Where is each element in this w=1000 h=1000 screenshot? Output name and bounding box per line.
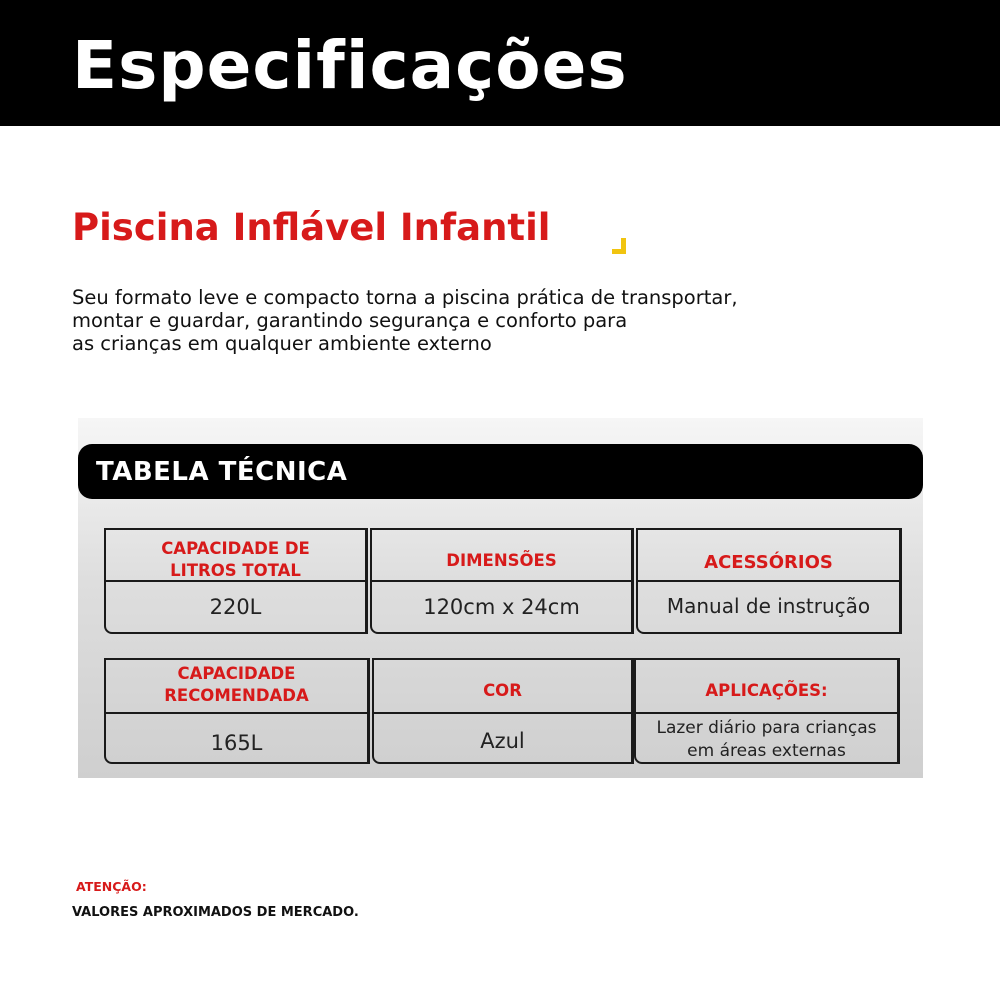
spec-label	[372, 550, 631, 572]
spec-label-line: COR	[483, 681, 522, 700]
spec-label-line: DIMENSÕES	[446, 551, 557, 570]
spec-table-title: TABELA TÉCNICA	[96, 457, 348, 487]
cell-divider	[106, 580, 365, 582]
spec-cell-total-capacity	[104, 528, 368, 634]
cell-divider	[374, 712, 631, 714]
product-title: Piscina Inflável Infantil	[72, 206, 551, 249]
cell-divider	[106, 712, 367, 714]
cell-divider	[638, 580, 899, 582]
spec-label-line: APLICAÇÕES:	[705, 681, 828, 700]
cell-divider	[636, 712, 897, 714]
spec-label-line: LITROS TOTAL	[170, 561, 301, 580]
spec-value: Manual de instrução	[666, 594, 871, 618]
spec-label-line: RECOMENDADA	[164, 686, 309, 705]
spec-cell-recommended-capacity	[104, 658, 370, 764]
spec-value: 220L	[209, 595, 262, 619]
attention-text: VALORES APROXIMADOS DE MERCADO.	[72, 905, 359, 920]
spec-label	[638, 552, 899, 574]
spec-cell-applications	[634, 658, 900, 764]
spec-label	[106, 538, 365, 582]
spec-label-line: CAPACIDADE	[177, 664, 296, 683]
corner-accent-icon	[612, 238, 626, 254]
product-description	[72, 286, 952, 355]
spec-value-line: em áreas externas	[687, 741, 846, 761]
description-line: as crianças em qualquer ambiente externo	[72, 332, 492, 355]
spec-label	[374, 680, 631, 702]
spec-value: 165L	[210, 731, 263, 755]
attention-label: ATENÇÃO:	[76, 879, 147, 894]
spec-label-line: CAPACIDADE DE	[161, 539, 310, 558]
spec-cell-accessories	[636, 528, 902, 634]
spec-label	[106, 663, 367, 707]
spec-value: Azul	[480, 729, 525, 753]
spec-value	[636, 717, 897, 763]
spec-value: 120cm x 24cm	[423, 595, 580, 619]
spec-label-line: ACESSÓRIOS	[704, 552, 833, 573]
spec-cell-color	[372, 658, 634, 764]
spec-value-line: Lazer diário para crianças	[656, 718, 877, 738]
spec-cell-dimensions	[370, 528, 634, 634]
description-line: montar e guardar, garantindo segurança e conforto para	[72, 309, 628, 332]
description-line: Seu formato leve e compacto torna a piscina prática de transportar,	[72, 286, 738, 309]
page-title: Especificações	[72, 27, 628, 104]
cell-divider	[372, 580, 631, 582]
header-bar	[0, 0, 1000, 126]
spec-label	[636, 680, 897, 702]
